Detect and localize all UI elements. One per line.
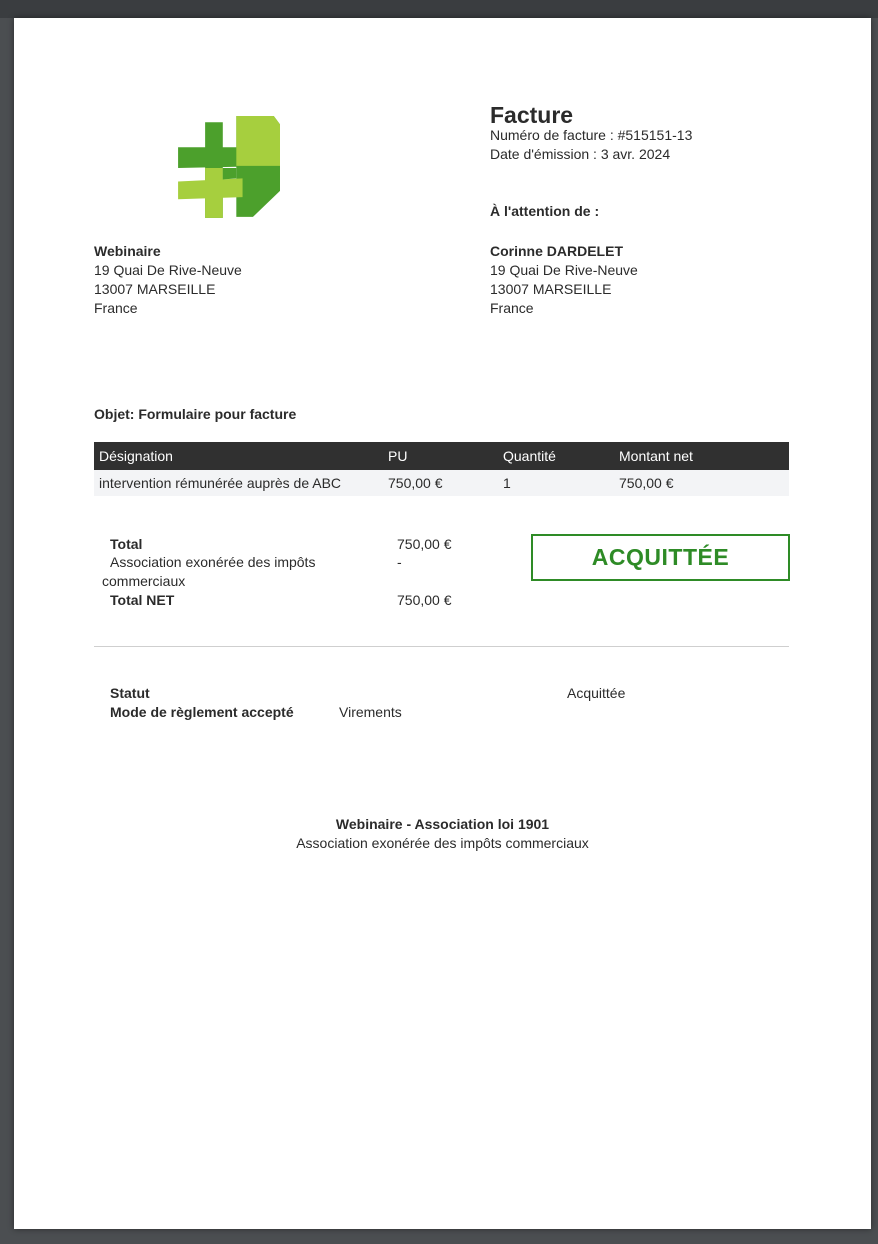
status-value: Acquittée bbox=[567, 685, 626, 701]
cell-unit-price: 750,00 € bbox=[383, 470, 498, 496]
invoice-meta bbox=[490, 126, 692, 164]
invoice-page bbox=[14, 18, 871, 1229]
invoice-title: Facture bbox=[490, 102, 574, 128]
recipient-address bbox=[490, 242, 638, 318]
total-value: 750,00 € bbox=[397, 536, 452, 552]
col-header-unit-price: PU bbox=[383, 442, 498, 470]
attention-label: À l'attention de : bbox=[490, 203, 600, 219]
items-table bbox=[94, 442, 789, 496]
table-header-row bbox=[94, 442, 789, 470]
sender-name: Webinaire bbox=[94, 243, 161, 259]
cell-designation: intervention rémunérée auprès de ABC bbox=[94, 470, 383, 496]
col-header-net-amount: Montant net bbox=[614, 442, 789, 470]
recipient-country: France bbox=[490, 300, 534, 316]
payment-mode-value: Virements bbox=[339, 704, 402, 720]
cell-net-amount: 750,00 € bbox=[614, 470, 789, 496]
invoice-number: Numéro de facture : #515151-13 bbox=[490, 127, 693, 143]
net-total-label: Total NET bbox=[110, 592, 175, 608]
table-row bbox=[94, 470, 789, 496]
status-label: Statut bbox=[110, 685, 150, 701]
recipient-name: Corinne DARDELET bbox=[490, 243, 623, 259]
payment-mode-label: Mode de règlement accepté bbox=[110, 704, 294, 720]
sender-address bbox=[94, 242, 242, 318]
col-header-designation: Désignation bbox=[94, 442, 383, 470]
footer-association-name: Webinaire - Association loi 1901 bbox=[335, 816, 550, 832]
recipient-city: 13007 MARSEILLE bbox=[490, 281, 612, 297]
invoice-subject: Objet: Formulaire pour facture bbox=[94, 406, 297, 422]
footer-tax-exemption: Association exonérée des impôts commerciaux bbox=[296, 835, 589, 851]
net-total-value: 750,00 € bbox=[397, 592, 452, 608]
hash-logo-icon bbox=[176, 116, 280, 220]
cell-quantity: 1 bbox=[498, 470, 614, 496]
sender-city: 13007 MARSEILLE bbox=[94, 281, 216, 297]
invoice-date: Date d'émission : 3 avr. 2024 bbox=[490, 146, 671, 162]
paid-stamp: ACQUITTÉE bbox=[531, 534, 790, 581]
exemption-line-2: commerciaux bbox=[102, 573, 186, 589]
recipient-street: 19 Quai De Rive-Neuve bbox=[490, 262, 638, 278]
sender-street: 19 Quai De Rive-Neuve bbox=[94, 262, 242, 278]
exemption-value: - bbox=[397, 554, 402, 570]
divider bbox=[94, 646, 789, 647]
total-label: Total bbox=[110, 536, 143, 552]
col-header-quantity: Quantité bbox=[498, 442, 614, 470]
sender-country: France bbox=[94, 300, 138, 316]
exemption-line-1: Association exonérée des impôts bbox=[110, 554, 316, 570]
viewer-toolbar bbox=[0, 0, 878, 18]
